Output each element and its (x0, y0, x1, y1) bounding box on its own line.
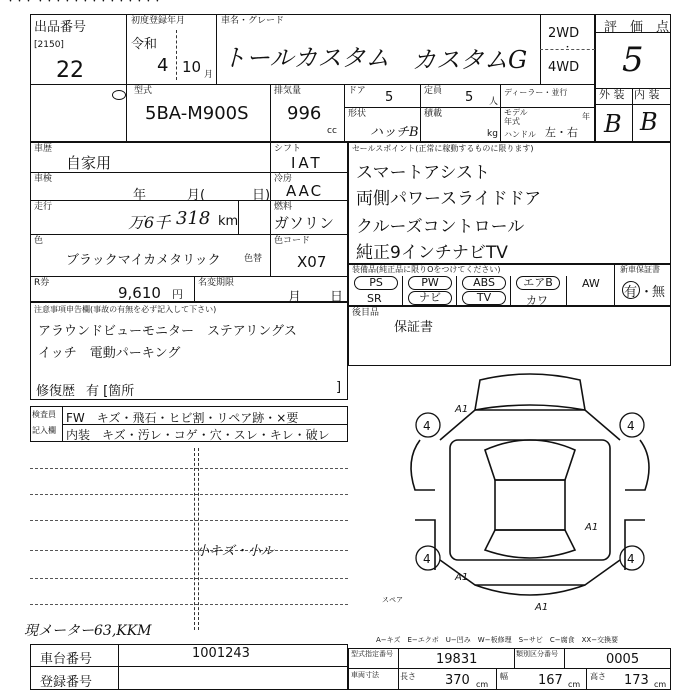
equipment-label: 装備品(純正品に限りOをつけてください) (352, 265, 501, 274)
capacity-unit: 人 (489, 97, 499, 107)
repair-value: 有 [箇所 (86, 384, 135, 399)
left-front-panel (411, 440, 435, 490)
inspection-no-value: 19831 (436, 652, 478, 667)
inspector-row-1: FW キズ・飛石・ヒビ割・リペア跡・×要 (66, 411, 299, 425)
right-front-panel (625, 440, 649, 490)
tire-rear-right-value: 4 (627, 552, 635, 566)
usage-label: 車歴 (34, 144, 53, 154)
width-label: 幅 (500, 672, 508, 681)
notes-line-2: イッチ 電動パーキング (38, 346, 181, 361)
class-no-label: 類別区分番号 (516, 650, 558, 658)
recycle-value: 9,610 (118, 284, 161, 302)
color-value: ブラックマイカメタリック (66, 253, 221, 268)
length-value: 370 (445, 673, 470, 688)
length-unit: cm (476, 680, 489, 689)
load-label: 積載 (424, 109, 443, 119)
equipment-pw: PW (408, 276, 452, 290)
body-label: 形状 (348, 109, 367, 119)
damage-mark-2: A1 (585, 522, 599, 533)
inspection-year: 年 (133, 188, 147, 203)
car-damage-diagram (380, 370, 680, 620)
spare-label: スペア (382, 596, 403, 604)
sales-point-3: クルーズコントロール (356, 217, 525, 237)
type-code-value: 5BA-M900S (145, 103, 249, 124)
warranty-label: 新車保証書 (620, 265, 660, 274)
damage-legend: A−キズ E−エクボ U−凹み W−板修理 S−サビ C−腐食 XX−交換要 (376, 636, 619, 644)
damage-mark-3: A1 (455, 572, 469, 583)
equipment-sr: SR (367, 292, 382, 305)
color-code: X07 (297, 253, 327, 271)
equipment-navi: ナビ (408, 291, 452, 305)
handle-label: ハンドル (504, 130, 536, 139)
recycle-label: R券 (34, 278, 50, 288)
body-value: ハッチB (370, 125, 419, 140)
mileage-label: 走行 (34, 202, 53, 212)
damage-mark-1: A1 (455, 404, 469, 415)
equipment-abs: ABS (462, 276, 506, 290)
registration-label: 初度登録年月 (131, 16, 186, 26)
model-grade: カスタムG (412, 46, 528, 74)
sales-point-2: 両側パワースライドドア (356, 189, 542, 209)
exterior-grade: B (604, 110, 622, 138)
name-change-day: 日 (330, 290, 344, 305)
equipment-tv: TV (462, 291, 506, 305)
body-outline (450, 440, 610, 560)
lot-label: 出品番号 (34, 20, 87, 35)
registration-no-label: 登録番号 (40, 675, 93, 690)
notes-label: 注意事項申告欄(事故の有無を必ず記入して下さい) (34, 305, 217, 314)
width-value: 167 (538, 673, 563, 688)
circle-mark-icon (112, 90, 126, 100)
shift-value: IAT (291, 154, 323, 172)
warranty-no: 無 (652, 285, 666, 300)
displacement-label: 排気量 (274, 86, 302, 96)
model-label: 車名・グレード (221, 16, 285, 26)
registration-month: 10 (182, 58, 202, 76)
capacity-value: 5 (465, 90, 474, 105)
fuel-value: ガソリン (274, 214, 335, 232)
repaint-label: 色替 (244, 254, 263, 264)
damage-mark-4: A1 (535, 602, 549, 613)
inspector-row-2: 内装 キズ・汚レ・コゲ・穴・スレ・キレ・破レ (66, 428, 330, 442)
inspector-label-1: 検査員 (32, 410, 56, 419)
exterior-label: 外 装 (599, 88, 625, 101)
tire-front-left-value: 4 (423, 419, 431, 433)
lot-sub: [2150] (34, 40, 64, 50)
score-label: 評 価 点 (604, 20, 670, 35)
warranty-sep: ・ (640, 285, 654, 300)
lot-number: 22 (56, 58, 84, 83)
recycle-unit: 円 (172, 288, 183, 301)
class-no-value: 0005 (606, 652, 640, 667)
warranty-yes: 有 (624, 285, 638, 300)
handwritten-meter: 現メーター63,KKM (24, 623, 152, 639)
handwritten-note: 小キズ・小ル (196, 544, 274, 559)
interior-label: 内 装 (634, 88, 660, 101)
height-label: 高さ (590, 672, 606, 681)
displacement-unit: cc (327, 126, 337, 136)
rear-window-outline (485, 530, 575, 558)
tire-front-right-value: 4 (627, 419, 635, 433)
aircon-value: AAC (286, 182, 324, 200)
name-change-label: 名変期限 (198, 278, 235, 288)
fuel-label: 燃料 (274, 202, 293, 212)
registration-month-unit: 月 (204, 70, 214, 80)
equipment-airbag: エアB (516, 276, 560, 290)
model-year-unit: 年 (582, 112, 590, 121)
registration-era: 令和 (131, 37, 158, 52)
inspection-day: 日) (252, 188, 271, 203)
repair-close: ] (336, 380, 342, 395)
mileage-unit: km (218, 214, 239, 229)
chassis-number: 1001243 (192, 646, 250, 661)
height-value: 173 (624, 673, 649, 688)
drive-2wd: 2WD (548, 26, 580, 41)
load-unit: kg (487, 129, 498, 139)
doors-value: 5 (385, 90, 394, 105)
length-label: 長さ (400, 672, 416, 681)
registration-year: 4 (157, 55, 169, 76)
notes-line-1: アラウンドビューモニター ステアリングス (38, 324, 297, 339)
aircon-label: 冷房 (274, 174, 293, 184)
interior-grade: B (640, 108, 658, 136)
handle-value: 左・右 (545, 126, 578, 139)
front-bumper-outline (475, 374, 585, 410)
dimensions-label: 車両寸法 (351, 671, 379, 679)
usage-value: 自家用 (66, 154, 112, 172)
inspection-month: 月( (187, 188, 206, 203)
type-code-label: 型式 (134, 86, 153, 96)
other-label: 後目品 (352, 308, 380, 318)
sales-point-4: 純正9インチナビTV (356, 243, 508, 263)
height-unit: cm (654, 680, 667, 689)
roof-outline (495, 480, 565, 530)
sales-point-1: スマートアシスト (356, 163, 490, 183)
score-value: 5 (622, 40, 644, 80)
width-unit: cm (568, 680, 581, 689)
doors-label: ドア (348, 86, 366, 96)
model-name: トールカスタム (222, 44, 390, 72)
capacity-label: 定員 (424, 86, 443, 96)
mileage-prefix: 万6千 (128, 213, 171, 232)
other-value: 保証書 (394, 320, 434, 335)
other-block (348, 306, 671, 366)
windshield-outline (485, 440, 575, 480)
repair-label: 修復歴 (36, 384, 76, 399)
rear-bumper-outline (475, 585, 585, 595)
equipment-ps: PS (354, 276, 398, 290)
tire-rear-left-value: 4 (423, 552, 431, 566)
name-change-month: 月 (288, 290, 302, 305)
equipment-aw: AW (582, 277, 600, 290)
drive-4wd: 4WD (548, 60, 580, 75)
dealer-label: ディーラー・並行 (504, 88, 568, 97)
sales-points-label: セールスポイント(正常に稼動するものに限ります) (352, 144, 534, 153)
model-year-label: モデル年式 (504, 108, 528, 126)
mileage-value: 318 (176, 208, 211, 229)
shift-label: シフト (274, 144, 302, 154)
chassis-label: 車台番号 (40, 652, 93, 667)
displacement-value: 996 (287, 103, 322, 124)
inspection-no-label: 型式指定番号 (351, 650, 393, 658)
header-clipped-text: ・・・ ・・・・・・・・・・・・・・ (6, 0, 162, 7)
drive-dot: ・ (563, 43, 573, 53)
inspector-label-2: 記入欄 (32, 426, 56, 435)
color-code-label: 色コード (274, 236, 311, 246)
inspection-label: 車検 (34, 174, 53, 184)
color-label: 色 (34, 236, 44, 246)
equipment-leather: カワ (526, 294, 548, 307)
